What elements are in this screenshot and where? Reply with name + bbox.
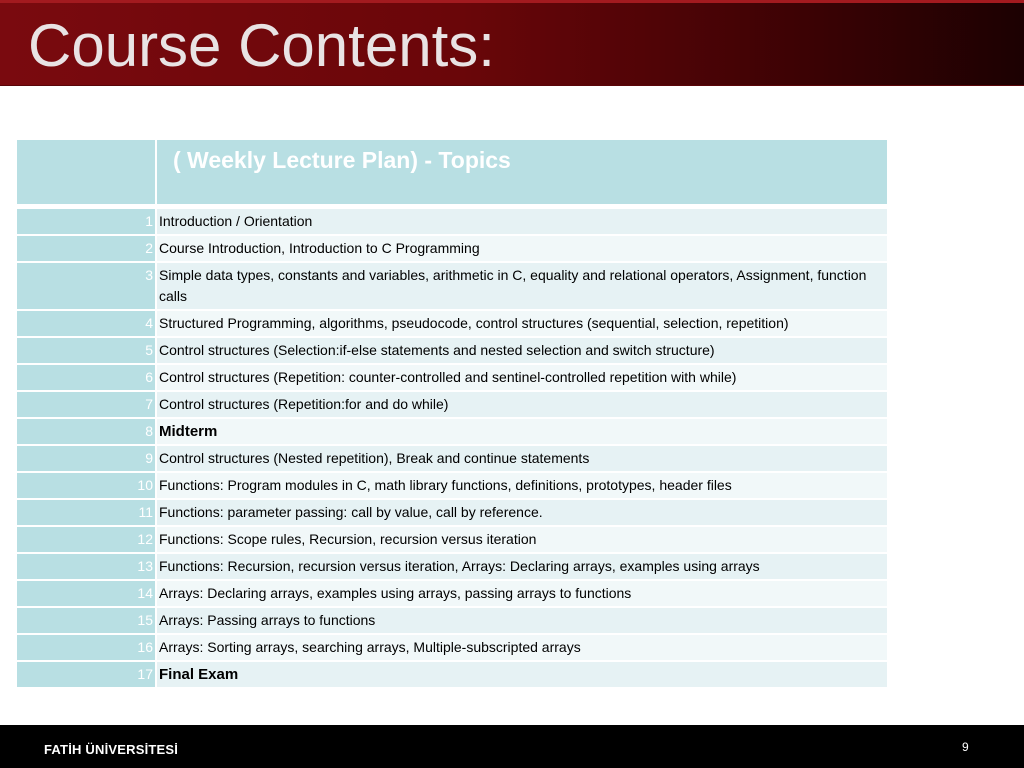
week-topic: Introduction / Orientation [157,209,887,234]
table-row [17,446,887,471]
page-number: 9 [962,740,969,754]
header-week-cell [17,140,157,207]
table-row [17,635,887,660]
week-topic: Course Introduction, Introduction to C Programming [157,236,887,261]
table-row [17,527,887,552]
week-topic: Functions: parameter passing: call by value, call by reference. [157,500,887,525]
week-number: 10 [17,473,157,498]
week-number: 8 [17,419,157,444]
table-row [17,473,887,498]
table-row [17,365,887,390]
week-topic: Functions: Recursion, recursion versus iteration, Arrays: Declaring arrays, examples using arrays [157,554,887,579]
week-number: 14 [17,581,157,606]
week-number: 13 [17,554,157,579]
header-topics-cell: ( Weekly Lecture Plan) - Topics [157,140,887,207]
table-body [17,209,887,687]
slide-title: Course Contents: [28,12,495,79]
week-topic: Arrays: Passing arrays to functions [157,608,887,633]
week-number: 11 [17,500,157,525]
week-number: 7 [17,392,157,417]
week-topic: Structured Programming, algorithms, pseudocode, control structures (sequential, selection, repetition) [157,311,887,336]
table-row [17,662,887,687]
table-header-row [17,140,887,207]
week-topic: Simple data types, constants and variables, arithmetic in C, equality and relational operators, Assignment, function calls [157,263,887,309]
table-row [17,209,887,234]
table-row [17,419,887,444]
table-row [17,608,887,633]
table-row [17,263,887,309]
lecture-plan-table [17,138,887,689]
week-number: 6 [17,365,157,390]
week-topic: Arrays: Sorting arrays, searching arrays, Multiple-subscripted arrays [157,635,887,660]
week-topic: Control structures (Repetition:for and do while) [157,392,887,417]
table-row [17,236,887,261]
week-number: 1 [17,209,157,234]
table-row [17,311,887,336]
week-topic: Functions: Scope rules, Recursion, recursion versus iteration [157,527,887,552]
table-row [17,500,887,525]
week-number: 16 [17,635,157,660]
week-number: 12 [17,527,157,552]
footer-bar [0,725,1024,768]
title-bar [0,0,1024,86]
week-topic: Final Exam [157,662,887,687]
week-topic: Control structures (Repetition: counter-controlled and sentinel-controlled repetition with while) [157,365,887,390]
week-topic: Control structures (Selection:if-else statements and nested selection and switch structure) [157,338,887,363]
week-topic: Midterm [157,419,887,444]
table-row [17,581,887,606]
table-row [17,554,887,579]
week-number: 5 [17,338,157,363]
week-number: 2 [17,236,157,261]
week-number: 4 [17,311,157,336]
university-name: FATİH ÜNİVERSİTESİ [44,742,179,757]
week-number: 15 [17,608,157,633]
table-row [17,338,887,363]
lecture-plan-table-container [17,138,887,689]
week-number: 17 [17,662,157,687]
week-topic: Functions: Program modules in C, math library functions, definitions, prototypes, header files [157,473,887,498]
week-topic: Arrays: Declaring arrays, examples using arrays, passing arrays to functions [157,581,887,606]
table-row [17,392,887,417]
week-topic: Control structures (Nested repetition), Break and continue statements [157,446,887,471]
week-number: 3 [17,263,157,309]
week-number: 9 [17,446,157,471]
